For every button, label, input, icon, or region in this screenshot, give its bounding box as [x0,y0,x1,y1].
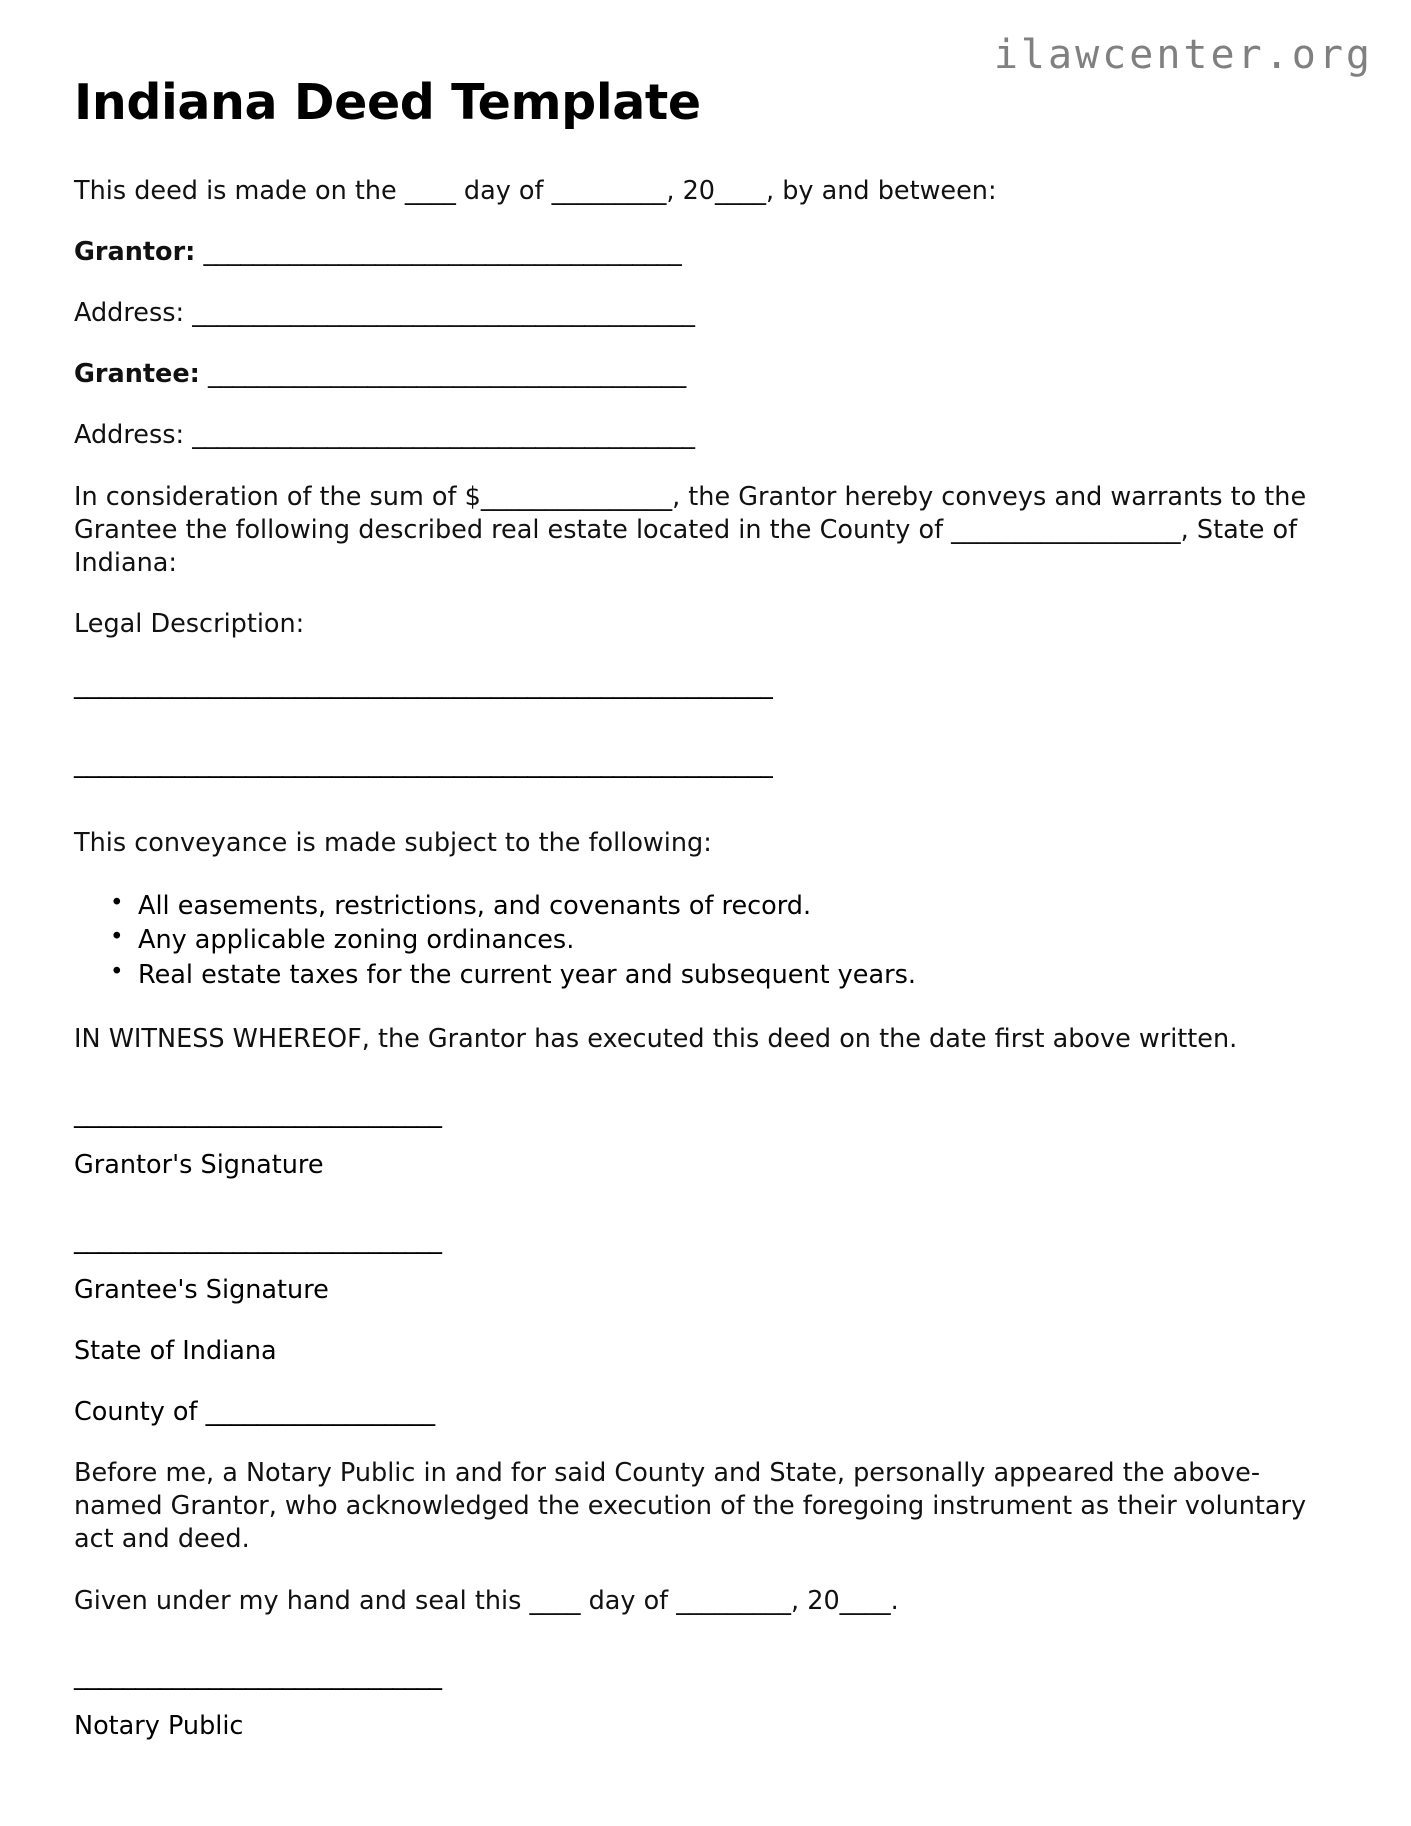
state-line: State of Indiana [74,1335,277,1366]
list-item: • Real estate taxes for the current year and subsequent years. [138,958,1342,993]
legal-description-blank-line-2: _________________________________________________________ [74,749,773,780]
grantee-label: Grantee: [74,359,200,390]
grantor-row [74,236,1342,269]
grantee-blank: _______________________________________ [207,359,686,390]
grantor-signature-label: Grantor's Signature [74,1149,324,1180]
legal-description-blank-line-1: _________________________________________________________ [74,670,773,701]
given-under-hand-line: Given under my hand and seal this ____ day of _________, 20____. [74,1585,899,1616]
list-item: • Any applicable zoning ordinances. [138,923,1342,958]
site-watermark: ilawcenter.org [993,32,1373,78]
witness-paragraph: IN WITNESS WHEREOF, the Grantor has executed this deed on the date first above written. [74,1024,1238,1055]
county-line: County of __________________ [74,1396,436,1427]
grantee-address-row [74,419,1342,452]
grantor-address-blank: _________________________________________ [192,298,695,329]
page-title: Indiana Deed Template [74,74,701,131]
grantor-address-row [74,297,1342,330]
grantee-address-label: Address: [74,420,185,451]
notary-signature-label: Notary Public [74,1710,244,1741]
grantor-signature-rule: ______________________________ [74,1099,442,1130]
document-body [74,76,1342,1771]
grantee-signature-rule: ______________________________ [74,1224,442,1255]
legal-description-label: Legal Description: [74,609,305,639]
list-item: • All easements, restrictions, and covenants of record. [138,889,1342,924]
notary-signature-rule: ______________________________ [74,1660,442,1691]
grantee-signature-label: Grantee's Signature [74,1274,329,1305]
subject-conditions-list [74,889,1342,994]
consideration-paragraph: In consideration of the sum of $_______________, the Grantor hereby conveys and warrants to the Grantee the following described real estate located in the County of __________________, State of Indiana: [74,481,1307,578]
grantor-address-label: Address: [74,298,185,329]
intro-paragraph: This deed is made on the ____ day of _________, 20____, by and between: [74,175,997,206]
grantor-blank: _______________________________________ [203,237,682,268]
notary-acknowledgement-paragraph: Before me, a Notary Public in and for said County and State, personally appeared the above-named Grantor, who acknowledged the execution of the foregoing instrument as their voluntary act and deed. [74,1458,1307,1555]
grantor-label: Grantor: [74,237,196,268]
grantee-row [74,358,1342,391]
grantee-address-blank: _________________________________________ [192,420,695,451]
subject-intro-paragraph: This conveyance is made subject to the following: [74,828,712,859]
